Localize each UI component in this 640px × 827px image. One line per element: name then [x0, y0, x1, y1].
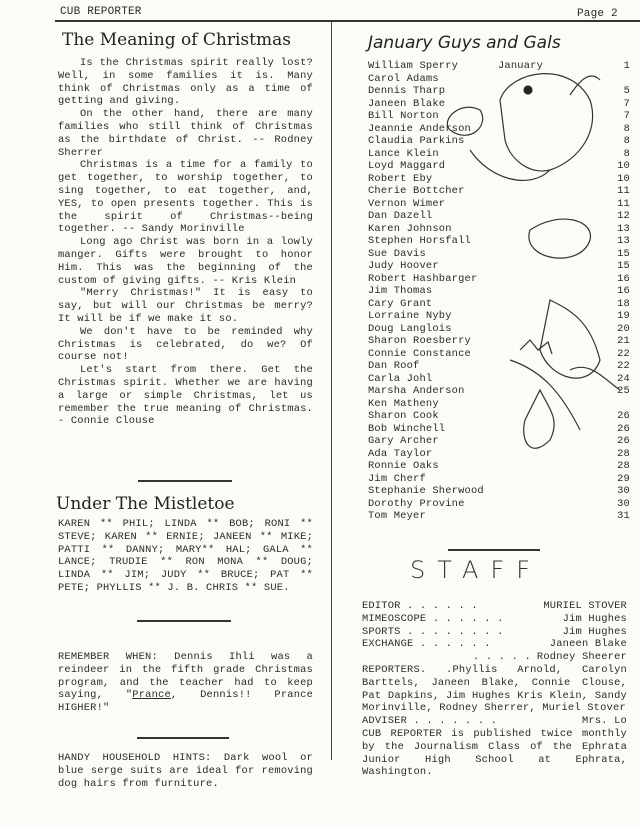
meaning-title: The Meaning of Christmas	[62, 30, 291, 50]
list-item: Cherie Bottcher 11	[368, 185, 630, 197]
list-item: Bob Winchell 26	[368, 422, 630, 435]
meaning-article	[58, 57, 313, 428]
list-item: Lance Klein 8	[368, 147, 630, 160]
list-item: Dan Roof 22	[368, 360, 630, 372]
list-item: Robert Eby 10	[368, 172, 630, 185]
list-item: Ken Matheny	[368, 397, 439, 410]
list-item: Sharon Roesberry 21	[368, 335, 630, 347]
list-item: Tom Meyer 31	[368, 510, 630, 522]
list-item: Bill Norton 7	[368, 110, 630, 122]
list-item: Carla Johl 24	[368, 372, 630, 385]
adviser-row: ADVISER . . . . . . . Mrs. Lo	[362, 715, 627, 728]
list-item: Vernon Wimer 11	[368, 197, 630, 210]
section-rule	[137, 737, 229, 739]
staff-title: STAFF	[410, 556, 543, 584]
list-item: Jeannie Anderson 8	[368, 122, 630, 135]
list-item: Marsha Anderson 25	[368, 385, 630, 397]
publication-note: CUB REPORTER is published twice monthly by the Journalism Class of the Ephrata Junior High School at Ephrata, Washington.	[362, 727, 627, 779]
list-item: Cary Grant 18	[368, 297, 630, 310]
header-rule	[55, 20, 640, 22]
masthead: CUB REPORTER	[60, 6, 142, 18]
list-item: Doug Langlois 20	[368, 322, 630, 335]
paragraph: Is the Christmas spirit really lost? Well, in some families it is. Many think of Christmas only as a time of getting and giving.	[58, 57, 313, 108]
guys-title: January Guys and Gals	[368, 33, 561, 53]
list-item: Claudia Parkins 8	[368, 135, 630, 147]
list-item: Dan Dazell 12	[368, 210, 630, 222]
list-item: Connie Constance 22	[368, 347, 630, 360]
staff-row: . . . . . Rodney Sheerer	[472, 651, 627, 664]
list-item: Dennis Tharp 5	[368, 85, 630, 97]
paragraph: Christmas is a time for a family to get together, to worship together, to sing together, to eat together, and, YES, to open presents together. This is the spirit of Christmas--being together. -- Sandy Morinville	[58, 159, 313, 236]
birthday-list	[368, 60, 630, 523]
section-rule	[448, 549, 540, 551]
paragraph: On the other hand, there are many families who still think of Christmas as the birthdate of Christ. -- Rodney Sherrer	[58, 108, 313, 159]
list-item: Gary Archer 26	[368, 435, 630, 447]
staff-row: EDITOR . . . . . . MURIEL STOVER	[362, 600, 627, 612]
paragraph: Let's start from there. Get the Christmas spirit. Whether we are having a large or simple Christmas, let us remember the true meaning of Christmas. - Connie Clouse	[58, 364, 313, 428]
staff-row: MIMEOSCOPE . . . . . . Jim Hughes	[362, 612, 627, 625]
list-item: Ada Taylor 28	[368, 447, 630, 460]
reporters: REPORTERS. .Phyllis Arnold, Carolyn Barttels, Janeen Blake, Connie Clouse, Pat Dapkins, Jim Hughes Kris Klein, Sandy Morinville, Rodney Sherrer, Muriel Stover	[362, 663, 627, 715]
list-item: Karen Johnson 13	[368, 222, 630, 235]
page-number: Page 2	[577, 8, 618, 20]
underlined-word: Prance	[132, 689, 171, 702]
remember-when: REMEMBER WHEN: Dennis Ihli was a reindeer in the fifth grade Christmas program, and the teacher had to keep saying, "Prance, Dennis!! Prance HIGHER!"	[58, 651, 314, 715]
list-item: Carol Adams	[368, 72, 439, 85]
list-item: Lorraine Nyby 19	[368, 310, 630, 322]
section-rule	[137, 620, 231, 622]
column-divider	[331, 22, 332, 760]
paragraph: We don't have to be reminded why Christmas is celebrated, do we? Of course not!	[58, 325, 313, 364]
list-item: Stephen Horsfall 13	[368, 235, 630, 247]
staff-row: SPORTS . . . . . . . . Jim Hughes	[362, 625, 627, 638]
list-item: Sue Davis 15	[368, 247, 630, 260]
list-item: Stephanie Sherwood 30	[368, 485, 630, 497]
paragraph: Long ago Christ was born in a lowly manger. Gifts were brought to honor Him. This was the beginning of the custom of giving gifts. -- Kris Klein	[58, 236, 313, 287]
list-item: Jim Cherf 29	[368, 472, 630, 485]
section-rule	[138, 480, 232, 482]
list-item: Judy Hoover 15	[368, 260, 630, 272]
list-item: Sharon Cook 26	[368, 410, 630, 422]
mistletoe-text: KAREN ** PHIL; LINDA ** BOB; RONI ** STEVE; KAREN ** ERNIE; JANEEN ** MIKE; PATTI ** DANNY; MARY** HAL; GALA ** LANCE; TRUDIE ** RON MONA ** DOUG; LINDA ** JIM; JUDY ** BRUCE; PAT ** PETE; PHYLLIS ** J. B. CHRIS ** SUE.	[58, 518, 313, 594]
list-item: Dorothy Provine 30	[368, 497, 630, 510]
paragraph: "Merry Christmas!" It is easy to say, but will our Christmas be merry? It will be if we make it so.	[58, 287, 313, 325]
list-item: Ronnie Oaks 28	[368, 460, 630, 472]
list-item: Janeen Blake 7	[368, 97, 630, 110]
household-hints: HANDY HOUSEHOLD HINTS: Dark wool or blue serge suits are ideal for removing dog hairs from furniture.	[58, 752, 313, 790]
month-label: January	[498, 60, 544, 72]
staff-box	[362, 600, 627, 779]
list-item: Jim Thomas 16	[368, 285, 630, 297]
list-item: Robert Hashbarger 16	[368, 272, 630, 285]
mistletoe-title: Under The Mistletoe	[56, 494, 235, 514]
staff-row: EXCHANGE . . . . . . Janeen Blake	[362, 638, 627, 651]
list-item: Loyd Maggard 10	[368, 160, 630, 172]
list-item: William Sperry January 1	[368, 60, 630, 72]
